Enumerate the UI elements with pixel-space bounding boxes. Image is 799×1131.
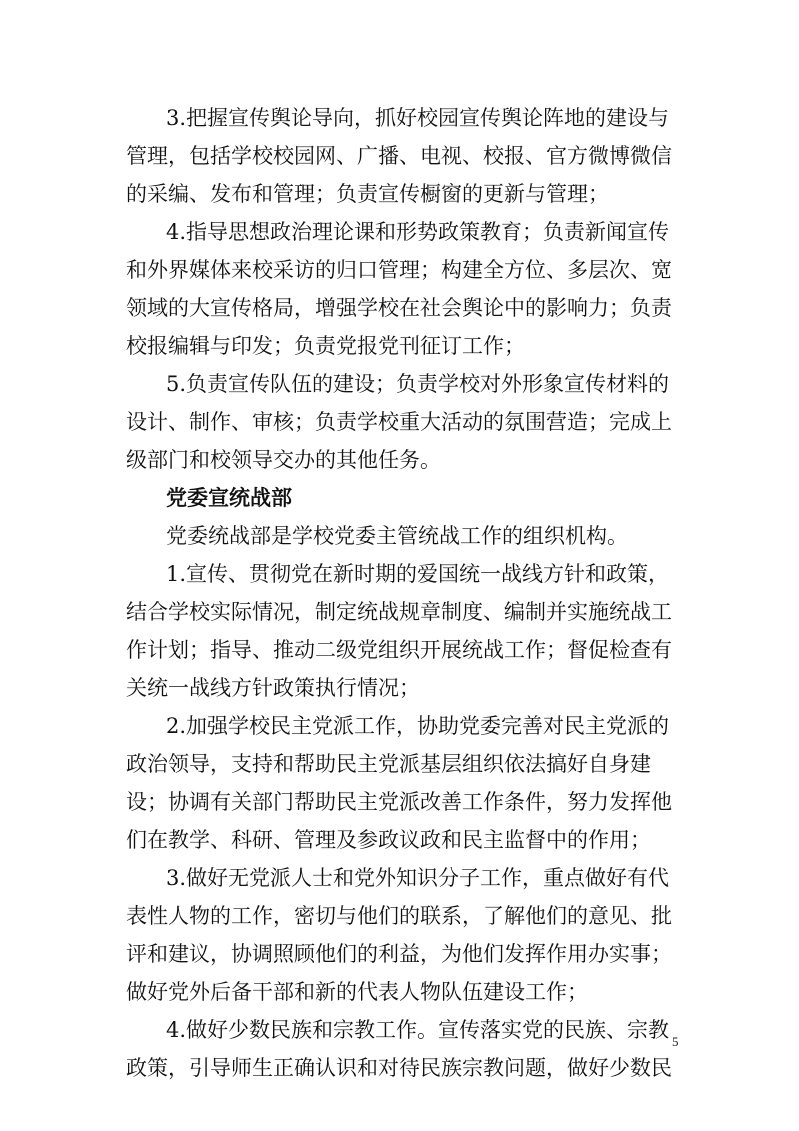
paragraph-line: 3.把握宣传舆论导向，抓好校园宣传舆论阵地的建设与 (166, 106, 670, 130)
paragraph-line: 级部门和校领导交办的其他任务。 (126, 448, 441, 472)
paragraph-line: 作计划；指导、推动二级党组织开展统战工作；督促检查有 (126, 638, 672, 662)
paragraph-line: 1.宣传、贯彻党在新时期的爱国统一战线方针和政策， (166, 562, 670, 586)
paragraph-line: 结合学校实际情况，制定统战规章制度、编制并实施统战工 (126, 600, 672, 624)
paragraph-line: 5.负责宣传队伍的建设；负责学校对外形象宣传材料的 (166, 372, 670, 396)
paragraph-line: 2.加强学校民主党派工作，协助党委完善对民主党派的 (166, 714, 670, 738)
paragraph-line: 党委统战部是学校党委主管统战工作的组织机构。 (166, 524, 628, 548)
section-heading: 党委宣统战部 (166, 485, 292, 510)
paragraph-line: 们在教学、科研、管理及参政议政和民主监督中的作用； (126, 828, 651, 852)
paragraph-line: 设；协调有关部门帮助民主党派改善工作条件，努力发挥他 (126, 790, 672, 814)
paragraph-line: 领域的大宣传格局，增强学校在社会舆论中的影响力；负责 (126, 296, 672, 320)
paragraph-line: 管理，包括学校校园网、广播、电视、校报、官方微博微信 (126, 144, 672, 168)
paragraph-line: 校报编辑与印发；负责党报党刊征订工作； (126, 334, 525, 358)
paragraph-line: 表性人物的工作，密切与他们的联系，了解他们的意见、批 (126, 904, 672, 928)
paragraph-line: 做好党外后备干部和新的代表人物队伍建设工作； (126, 980, 588, 1004)
paragraph-line: 4.做好少数民族和宗教工作。宣传落实党的民族、宗教 (166, 1018, 670, 1042)
paragraph-line: 关统一战线方针政策执行情况； (126, 676, 420, 700)
paragraph-line: 和外界媒体来校采访的归口管理；构建全方位、多层次、宽 (126, 258, 672, 282)
paragraph-line: 政治领导，支持和帮助民主党派基层组织依法搞好自身建 (126, 752, 651, 776)
body-text (126, 99, 684, 1087)
paragraph-line: 3.做好无党派人士和党外知识分子工作，重点做好有代 (166, 866, 670, 890)
paragraph-line: 政策，引导师生正确认识和对待民族宗教问题，做好少数民 (126, 1056, 672, 1080)
paragraph-line: 4.指导思想政治理论课和形势政策教育；负责新闻宣传 (166, 220, 670, 244)
paragraph-line: 的采编、发布和管理；负责宣传橱窗的更新与管理； (126, 182, 609, 206)
page-number: 5 (672, 1034, 679, 1049)
paragraph-line: 设计、制作、审核；负责学校重大活动的氛围营造；完成上 (126, 410, 672, 434)
paragraph-line: 评和建议，协调照顾他们的利益，为他们发挥作用办实事； (126, 942, 672, 966)
